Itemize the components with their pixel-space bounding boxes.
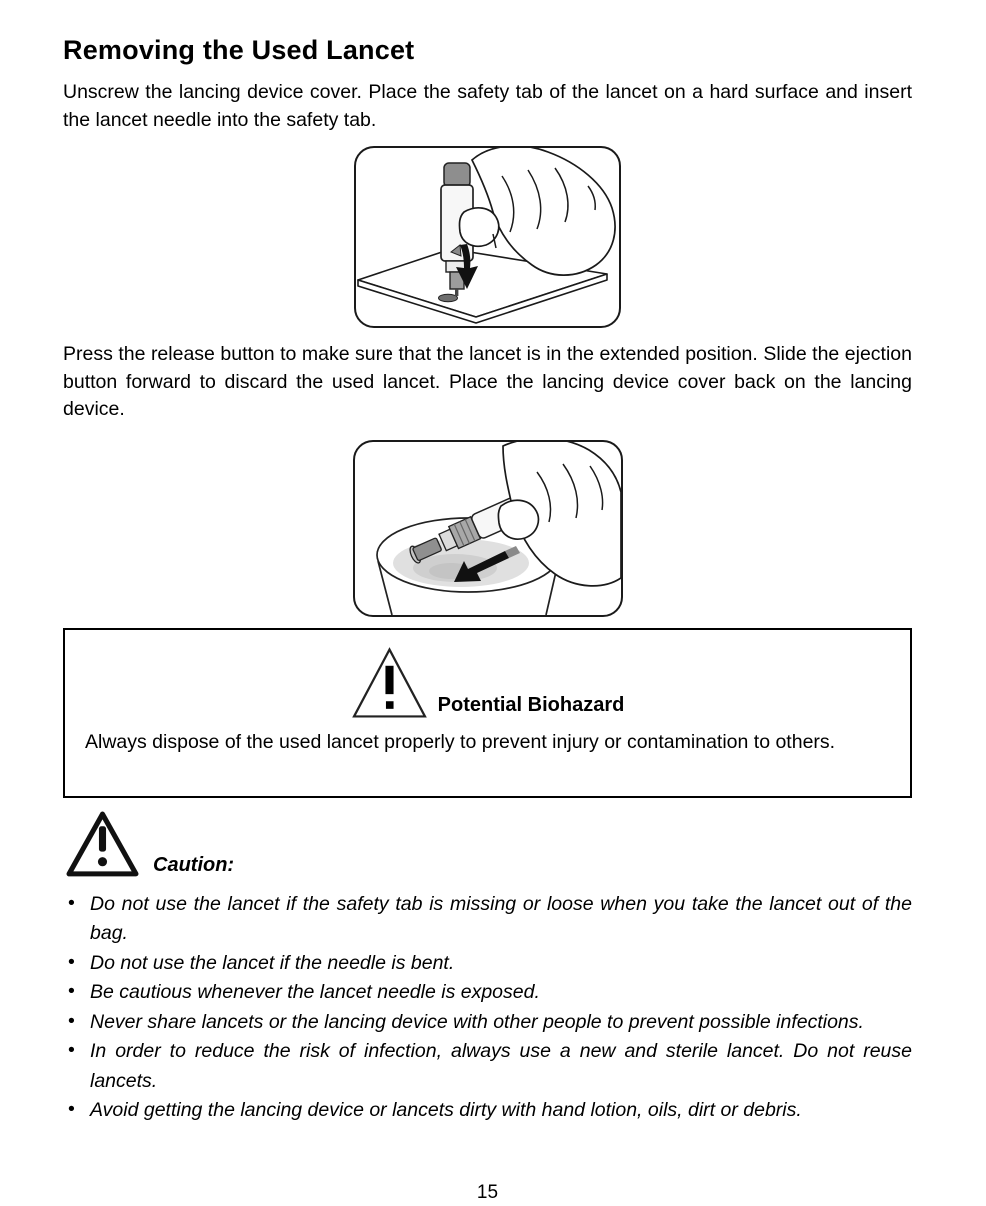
caution-bullet-text: Never share lancets or the lancing device with other people to prevent possible infections. (90, 1010, 864, 1033)
bullet-marker: • (68, 1039, 75, 1062)
bullet-marker: • (68, 1098, 75, 1121)
bullet-marker: • (68, 950, 75, 973)
list-item (63, 890, 912, 949)
caution-bullet-text: Do not use the lancet if the safety tab is missing or loose when you take the lancet out of the bag. (90, 892, 912, 945)
bullet-marker: • (68, 1009, 75, 1032)
list-item (63, 1037, 912, 1096)
figure-insert-needle-into-safety-tab (354, 146, 621, 328)
list-item (63, 978, 912, 1008)
biohazard-heading: Potential Biohazard (437, 693, 625, 716)
lancing-device-on-surface-illustration (356, 148, 619, 326)
bullet-marker: • (68, 980, 75, 1003)
page-number: 15 (476, 1182, 499, 1203)
list-item (63, 1008, 912, 1038)
biohazard-text: Always dispose of the used lancet properly to prevent injury or contamination to others. (85, 730, 836, 753)
caution-bullet-text: In order to reduce the risk of infection, always use a new and sterile lancet. Do not reuse lancets. (90, 1040, 912, 1092)
paragraph-unscrew-cover: Unscrew the lancing device cover. Place the safety tab of the lancet on a hard surface and insert the lancet needle into the safety tab. (63, 81, 912, 131)
list-item (63, 1096, 912, 1126)
biohazard-warning-box (63, 628, 912, 798)
warning-triangle-icon (65, 810, 140, 879)
eject-lancet-into-container-illustration (355, 442, 621, 615)
biohazard-heading-row (85, 638, 890, 720)
paragraph-eject-lancet: Press the release button to make sure that the lancet is in the extended position. Slide the ejection button forward to discard the used lancet. Place the lancing device cover back on the lancing device. (63, 343, 912, 421)
caution-bullet-text: Avoid getting the lancing device or lancets dirty with hand lotion, oils, dirt or debris. (90, 1099, 802, 1122)
list-item (63, 949, 912, 979)
figure-discard-used-lancet (353, 440, 623, 617)
caution-heading-row (63, 810, 912, 879)
caution-list (63, 890, 912, 1126)
caution-heading: Caution: (153, 853, 235, 876)
bullet-marker: • (68, 891, 75, 914)
caution-bullet-text: Be cautious whenever the lancet needle is exposed. (90, 981, 540, 1004)
page-title: Removing the Used Lancet (63, 35, 415, 65)
caution-bullet-text: Do not use the lancet if the needle is bent. (90, 951, 455, 974)
warning-triangle-icon (351, 646, 428, 720)
